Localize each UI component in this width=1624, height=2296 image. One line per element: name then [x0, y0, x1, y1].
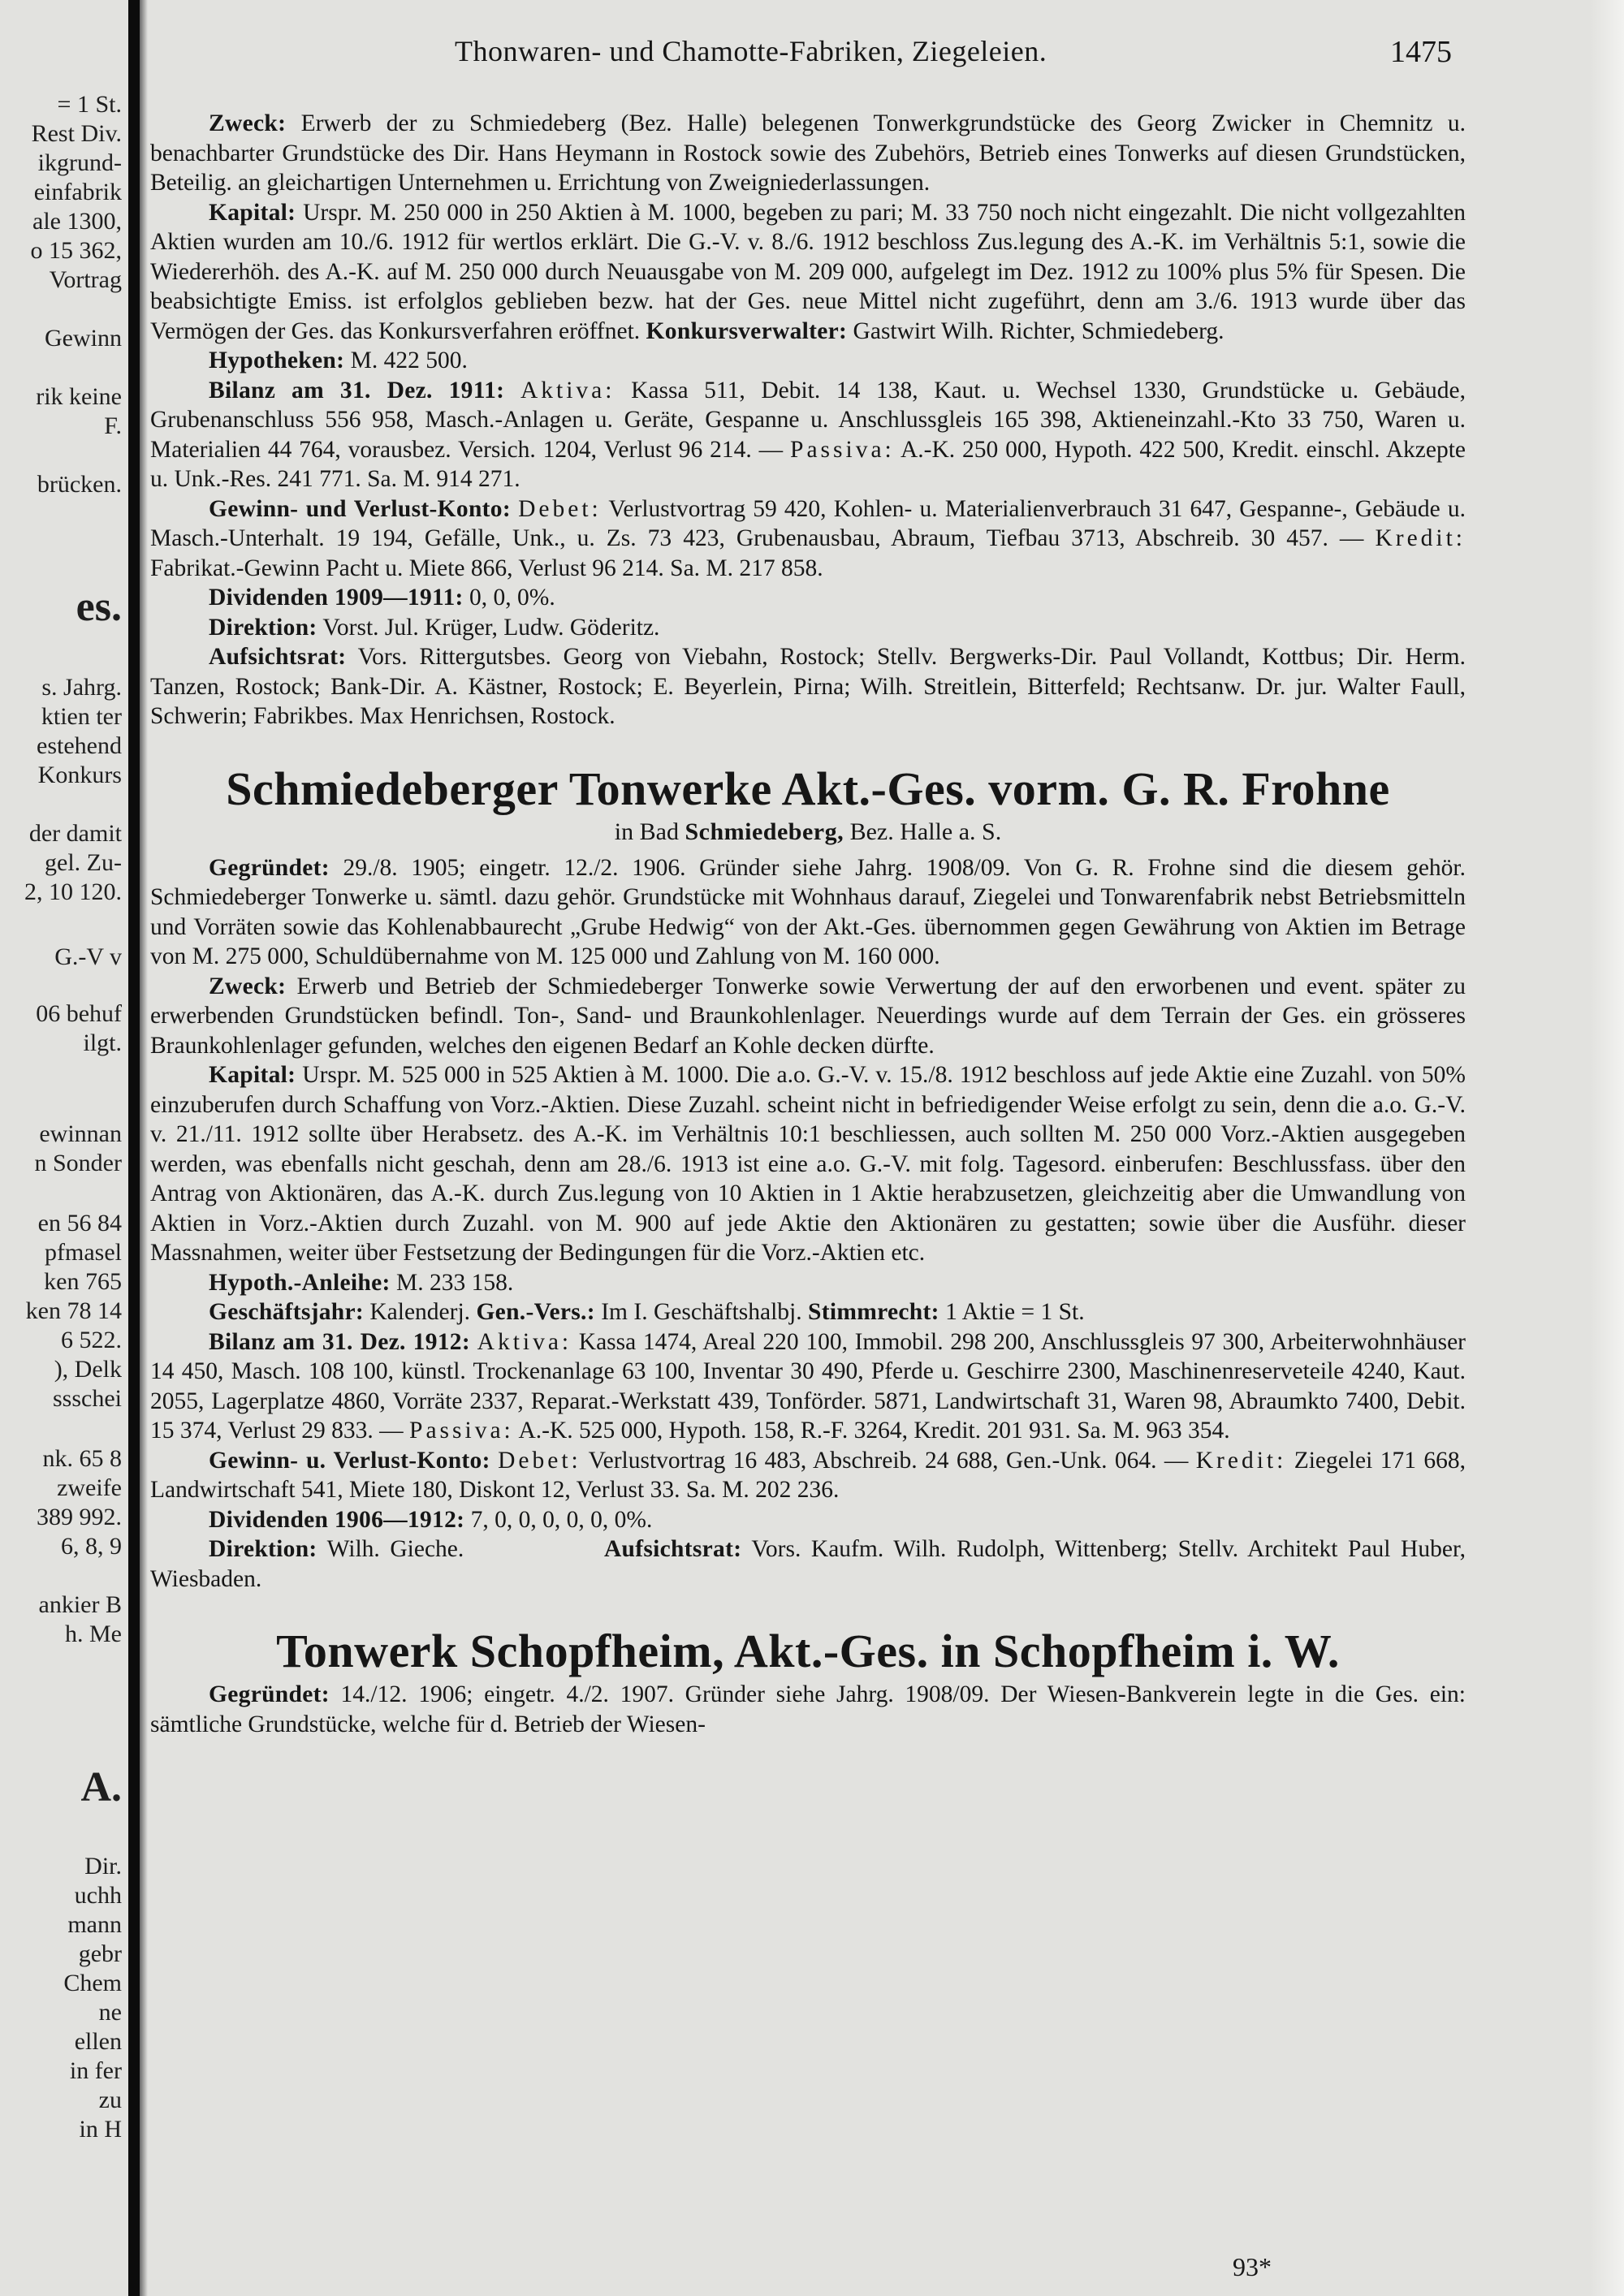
margin-fragment: ewinnan — [39, 1120, 122, 1147]
margin-fragment: = 1 St. — [57, 91, 122, 118]
entry-paragraph — [150, 1680, 1466, 1739]
body-text: Vors. Kaufm. Wilh. Rudolph, Wittenberg; Stellv. Architekt Paul Huber, Wiesbaden. — [150, 1536, 1466, 1592]
margin-fragment: ), Delk — [54, 1356, 122, 1383]
body-text: Verlustvortrag 16 483, Abschreib. 24 688, Gen.-Unk. 064. — — [581, 1447, 1196, 1474]
field-label: Bilanz am 31. Dez. 1911: — [209, 377, 505, 404]
page-right-edge — [1590, 0, 1624, 2296]
running-head: Thonwaren- und Chamotte-Fabriken, Ziegeleien. — [455, 35, 1047, 67]
margin-fragment: gel. Zu- — [45, 849, 122, 876]
spaced-label: Aktiva: — [520, 377, 615, 404]
body-text: A.-K. 525 000, Hypoth. 158, R.-F. 3264, Kredit. 201 931. Sa. M. 963 354. — [513, 1418, 1230, 1444]
field-label: Gegründet: — [209, 854, 330, 881]
entry-paragraph — [150, 376, 1466, 494]
margin-fragment: zweife — [57, 1474, 122, 1501]
book-gutter-shadow — [128, 0, 140, 2296]
company-title: Schmiedeberger Tonwerke Akt.-Ges. vorm. G. R. Frohne — [226, 762, 1390, 815]
gutter-gradient — [140, 0, 148, 2296]
margin-fragment: Gewinn — [45, 325, 122, 352]
company-entry — [150, 109, 1466, 732]
entry-paragraph — [150, 1060, 1466, 1268]
field-label: Zweck: — [209, 110, 287, 136]
body-text: Vors. Rittergutsbes. Georg von Viebahn, Rostock; Stellv. Bergwerks-Dir. Paul Vollandt, Kottbus; Dir. Herm. Tanzen, Rostock; Bank-Dir. A. Kästner, Rostock; E. Beyerlein, Pirna; Wilh. Streitlein, Bitterfeld; Rechtsanw. Dr. jur. Walter Faull, Schwerin; Fabrikbes. Max Henrichsen, Rostock. — [150, 644, 1466, 729]
margin-fragment: rik keine — [36, 383, 122, 410]
margin-fragment: ken 78 14 — [25, 1297, 122, 1324]
field-label: Stimmrecht: — [808, 1299, 939, 1325]
field-label: Dividenden 1909—1911: — [209, 585, 464, 611]
body-text: Gastwirt Wilh. Richter, Schmiedeberg. — [847, 317, 1224, 344]
entry-paragraph — [150, 853, 1466, 972]
spaced-label: Debet: — [518, 495, 602, 522]
entry-paragraph — [150, 583, 1466, 613]
margin-fragment: ellen — [74, 2028, 122, 2055]
signature-mark: 93* — [1233, 2252, 1272, 2281]
field-label: Hypotheken: — [209, 347, 345, 373]
field-label: Geschäftsjahr: — [209, 1299, 364, 1325]
margin-fragment: ne — [98, 1999, 122, 2026]
margin-fragment: Dir. — [84, 1853, 122, 1880]
spaced-label: Debet: — [498, 1447, 581, 1474]
body-text: Im I. Geschäftshalbj. — [594, 1299, 809, 1325]
margin-fragment: brücken. — [37, 471, 122, 498]
margin-fragment: der damit — [28, 820, 122, 847]
spaced-label: Aktiva: — [477, 1328, 572, 1355]
entry-paragraph — [150, 1297, 1466, 1327]
margin-fragment: s. Jahrg. — [41, 674, 122, 701]
entry-paragraph — [150, 1505, 1466, 1535]
body-text: 7, 0, 0, 0, 0, 0, 0%. — [464, 1506, 653, 1533]
field-label: Hypoth.-Anleihe: — [209, 1269, 391, 1296]
spaced-label: Passiva: — [790, 436, 895, 463]
margin-fragment: G.-V v — [54, 943, 122, 970]
company-location: in Bad Schmiedeberg, Bez. Halle a. S. — [614, 818, 1002, 845]
margin-fragment: 389 992. — [37, 1504, 122, 1530]
body-text: Kassa 1474, Areal 220 100, Immobil. 298 200, Anschlussgleis 97 300, Arbeiterwohnhäuser 14 450, Masch. 108 100, künstl. Trockenanlage 63 100, Inventar 30 490, Pferde u. Geschirre 2300, Maschinenreserveteile 4240, Kaut. 2055, Lagerplatze 4860, Vorräte 2337, Reparat.-Werkstatt 439, Tonförder. 5871, Landwirtschaft 31, Waren 98, Abraumkto 7400, Debit. 15 374, Verlust 29 833. — — [150, 1328, 1466, 1444]
entry-paragraph — [150, 346, 1466, 376]
field-label: Direktion: — [209, 614, 317, 641]
margin-fragment: Konkurs — [37, 762, 122, 788]
margin-fragment: A. — [80, 1764, 122, 1810]
field-label: Aufsichtsrat: — [603, 1536, 742, 1562]
margin-fragment: h. Me — [65, 1621, 122, 1647]
body-text: 29./8. 1905; eingetr. 12./2. 1906. Gründer siehe Jahrg. 1908/09. Von G. R. Frohne sind die diesem gehör. Schmiedeberger Tonwerke u. sämtl. dazu gehör. Grundstücke mit Wohnhaus darauf, Ziegelei und Tonwarenfabrik nebst Betriebsmitteln und Vorräten sowie das Kohlenabbaurecht „Grube Hedwig“ von der Akt.-Ges. übernommen gegen Gewährung von Aktien im Betrage von M. 275 000, Schuldübernahme von M. 125 000 und Zahlung von M. 160 000. — [150, 854, 1466, 969]
field-label: Direktion: — [209, 1536, 317, 1562]
body-text: Verlustvortrag 59 420, Kohlen- u. Materialienverbrauch 31 647, Gespanne-, Gebäude u. Masch.-Unterhalt. 19 194, Gefälle, Unk., u. Zs. 73 423, Grubenausbau, Abraum, Tiefbau 3713, Abschreib. 30 457. — — [150, 495, 1466, 551]
margin-fragment: n Sonder — [34, 1150, 122, 1176]
field-label: Dividenden 1906—1912: — [209, 1506, 465, 1533]
body-text: M. 422 500. — [344, 347, 468, 373]
margin-fragment: ktien ter — [41, 703, 122, 730]
body-text — [470, 1329, 477, 1355]
margin-fragment: F. — [104, 412, 122, 439]
body-text: Urspr. M. 525 000 in 525 Aktien à M. 1000. Die a.o. G.-V. v. 15./8. 1912 beschloss auf jede Aktie eine Zuzahl. von 50% einzuberufen durch Schaffung von Vorz.-Aktien. Diese Zuzahl. scheint nicht in befriedigender Weise erfolgt zu sein, denn die a.o. G.-V. v. 21./11. 1912 sollte über Herabsetz. des A.-K. im Verhältnis 10:1 beschliessen, auch sollten M. 250 000 Vorz.-Aktien ausgegeben werden, was ebenfalls nicht geschah, denn am 28./6. 1913 ist eine a.o. G.-V. mit folg. Tagesord. einberufen: Beschlussfass. über den Antrag von Aktionären, das A.-K. durch Zus.legung von 10 Aktien in 1 Aktie herabzusetzen, gleichzeitig aber die Umwandlung von Aktien in Vorz.-Aktien durch Zuzahl. von M. 900 auf jede Aktie den Aktionären zu gestatten; sowie über die Ausführ. dieser Massnahmen, weiter über Festsetzung der Bedingungen für die Vorz.-Aktien etc. — [150, 1062, 1466, 1266]
margin-fragment: in H — [79, 2116, 122, 2143]
field-label: Aufsichtsrat: — [209, 644, 347, 670]
body-text — [490, 1448, 498, 1474]
field-label: Bilanz am 31. Dez. 1912: — [209, 1328, 470, 1355]
entry-paragraph — [150, 1534, 1466, 1594]
margin-fragment: Vortrag — [49, 266, 122, 293]
entry-paragraph — [150, 109, 1466, 198]
margin-fragment: pfmasel — [45, 1239, 122, 1266]
margin-fragment: estehend — [37, 732, 122, 759]
entry-paragraph — [150, 494, 1466, 584]
body-text: Fabrikat.-Gewinn Pacht u. Miete 866, Verlust 96 214. Sa. M. 217 858. — [150, 555, 823, 581]
margin-fragment: gebr — [78, 1940, 122, 1967]
spaced-label: Kredit: — [1195, 1447, 1287, 1474]
body-text — [511, 496, 518, 522]
margin-fragment: mann — [67, 1911, 122, 1938]
body-text: 14./12. 1906; eingetr. 4./2. 1907. Gründer siehe Jahrg. 1908/09. Der Wiesen-Bankverein legte in die Ges. ein: sämtliche Grundstücke, welche für d. Betrieb der Wiesen- — [150, 1681, 1466, 1737]
margin-fragment: ilgt. — [83, 1029, 122, 1056]
body-text: A.-K. 250 000, Hypoth. 422 500, Kredit. einschl. Akzepte u. Unk.-Res. 241 771. Sa. M. 914 271. — [150, 436, 1466, 492]
entry-paragraph — [150, 1327, 1466, 1446]
margin-fragment: o 15 362, — [30, 237, 122, 264]
field-label: Gegründet: — [209, 1681, 330, 1707]
body-text: Urspr. M. 250 000 in 250 Aktien à M. 1000, begeben zu pari; M. 33 750 noch nicht eingezahlt. Die nicht vollgezahlten Aktien wurden am 10./6. 1912 für wertlos erklärt. Die G.-V. v. 8./6. 1912 beschloss Zus.legung des A.-K. im Verhältnis 5:1, sowie die Wiedererhöh. des A.-K. auf M. 250 000 durch Neuausgabe von M. 209 000, aufgelegt im Dez. 1912 zu 100% plus 5% für Spesen. Die beabsichtigte Emiss. ist erfolglos geblieben bezw. hat der Ges. neue Mittel nicht zugeführt, denn am 3./6. 1913 wurde über das Vermögen der Ges. das Konkursverfahren eröffnet. — [150, 199, 1466, 344]
adjacent-page-margin-fragments — [0, 0, 130, 2296]
body-text: Erwerb und Betrieb der Schmiedeberger Tonwerke sowie Verwertung der auf den erworbenen und event. später zu erwerbenden Grundstücken befindl. Ton-, Sand- und Braunkohlenlager. Neuerdings wurde auf dem Terrain der Ges. ein grösseres Braunkohlenlager gefunden, welches den eigenen Bedarf an Kohle decken dürfte. — [150, 973, 1466, 1059]
field-label: Zweck: — [209, 973, 287, 999]
margin-fragment: en 56 84 — [37, 1210, 122, 1236]
spaced-label: Kredit: — [1375, 525, 1466, 551]
body-text: Kassa 511, Debit. 14 138, Kaut. u. Wechsel 1330, Grundstücke u. Gebäude, Grubenanschluss 556 958, Masch.-Anlagen u. Geräte, Gespanne u. Anschlussgleis 165 398, Aktieneinzahl.-Kto 33 750, Waren u. Materialien 44 764, vorausbez. Versich. 1204, Verlust 96 214. — — [150, 377, 1466, 463]
entry-paragraph — [150, 613, 1466, 643]
margin-fragment: ikgrund- — [37, 149, 122, 176]
body-text: Erwerb der zu Schmiedeberg (Bez. Halle) belegenen Tonwerkgrundstücke des Georg Zwicker in Chemnitz u. benachbarter Grundstücke des Dir. Hans Heymann in Rostock sowie des Zubehörs, Betrieb eines Tonwerks auf diesen Grundstücken, Beteilig. an gleichartigen Unternehmen u. Errichtung von Zweigniederlassungen. — [150, 110, 1466, 196]
company-entry — [150, 761, 1466, 1595]
body-text: Wilh. Gieche. — [317, 1536, 604, 1562]
margin-fragment: ken 765 — [44, 1268, 122, 1295]
page-number: 1475 — [1390, 35, 1452, 69]
margin-fragment: 6, 8, 9 — [61, 1533, 122, 1560]
entry-paragraph — [150, 972, 1466, 1061]
margin-fragment: uchh — [74, 1882, 122, 1909]
margin-fragment: 06 behuf — [36, 1000, 122, 1027]
main-text-column — [150, 109, 1466, 1744]
entry-paragraph — [150, 1268, 1466, 1298]
body-text: Kalenderj. — [364, 1299, 477, 1325]
entry-paragraph — [150, 1446, 1466, 1505]
field-label: Gewinn- u. Verlust-Konto: — [209, 1447, 490, 1474]
margin-fragment: es. — [76, 584, 122, 630]
margin-fragment: 2, 10 120. — [24, 878, 122, 905]
field-label: Gewinn- und Verlust-Konto: — [209, 495, 511, 522]
body-text: 1 Aktie = 1 St. — [939, 1299, 1085, 1325]
margin-fragment: in fer — [69, 2057, 122, 2084]
body-text: Ziegelei 171 668, Landwirtschaft 541, Miete 180, Diskont 12, Verlust 33. Sa. M. 202 236. — [150, 1447, 1466, 1503]
body-text: Vorst. Jul. Krüger, Ludw. Göderitz. — [317, 614, 660, 641]
margin-fragment: nk. 65 8 — [42, 1445, 122, 1472]
entry-paragraph — [150, 642, 1466, 732]
margin-fragment: einfabrik — [33, 179, 122, 205]
field-label: Gen.-Vers.: — [476, 1299, 595, 1325]
margin-fragment: 6 522. — [61, 1327, 122, 1353]
margin-fragment: Rest Div. — [31, 120, 122, 147]
margin-fragment: ale 1300, — [32, 208, 122, 235]
field-label: Kapital: — [209, 199, 296, 226]
field-label: Konkursverwalter: — [646, 317, 848, 344]
body-text: 0, 0, 0%. — [463, 585, 555, 611]
margin-fragment: ankier B — [38, 1591, 122, 1618]
company-title: Tonwerk Schopfheim, Akt.-Ges. in Schopfheim i. W. — [276, 1625, 1340, 1677]
spaced-label: Passiva: — [409, 1418, 514, 1444]
body-text — [504, 378, 520, 404]
margin-fragment: zu — [98, 2087, 122, 2113]
field-label: Kapital: — [209, 1062, 296, 1088]
margin-fragment: Chem — [63, 1970, 122, 1996]
body-text: M. 233 158. — [390, 1269, 514, 1296]
margin-fragment: ssschei — [53, 1385, 122, 1412]
company-entry — [150, 1623, 1466, 1739]
entry-paragraph — [150, 198, 1466, 347]
